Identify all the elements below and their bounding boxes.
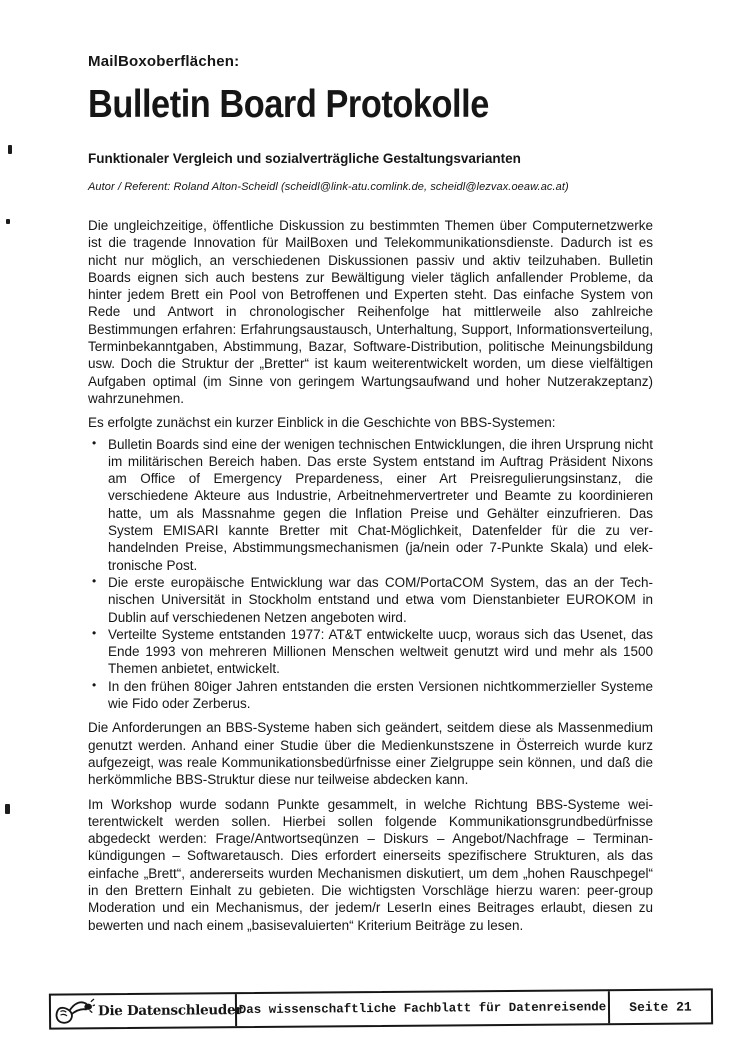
slingshot-hand-icon [55,997,95,1025]
paragraph-history-lead: Es erfolgte zunächst ein kurzer Einblick in die Geschichte von BBS-Systemen: [88,415,556,431]
list-item [88,678,653,713]
list-item-text: Verteilte Systeme entstanden 1977: AT&T entwickelte uucp, woraus sich das Usenet, das Ende 1993 von mehreren Millionen Menschen weltweit genutzt wird und mehr als 1500 Themen anbietet, entwickelt. [108,626,653,677]
footer-tagline: Das wissenschaftliche Fachblatt für Datenreisende [237,991,610,1026]
list-item-text: Die erste europäische Entwicklung war das COM/PortaCOM System, das an der Technischen Universität in Stockholm entstand und etwa vom Dienstanbieter EUROKOM in Dublin auf verschiedenen Netzen angeboten wird. [108,574,653,625]
bullet-icon: • [92,435,97,450]
subtitle: Funktionaler Vergleich und sozialverträgliche Gestaltungsvarianten [88,151,521,166]
bullet-icon: • [92,677,97,692]
list-item-text: In den frühen 80iger Jahren entstanden die ersten Versionen nichtkommerzieller Systeme wie Fido oder Zerberus. [108,678,653,712]
footer-logo-text: Die Datenschleuder [97,1002,243,1020]
scan-speck [6,219,10,224]
paragraph-workshop: Im Workshop wurde sodann Punkte gesammelt, in welche Richtung BBS-Systeme weiterentwickelt werden sollen. Hierbei sollen folgende Kommunikationsgrundbedürfnisse abgedeckt werden: Frage/Antwortseqünzen – Diskurs – Angebot/Nachfrage – Terminankündigungen – Softwaretausch. Dies erfordert einerseits spezifischere Strukturen, als das einfache „Brett“, andererseits wurden Mechanismen diskutiert, um dem „hohen Rauschpegel“ in den Brettern Einhalt zu gebieten. Die wichtigsten Vorschläge hierzu waren: peer-group Moderation und ein Mechanismus, der jedem/r LeserIn eines Beitrages erlaubt, diesen zu bewerten und nach einem „basisevaluierten“ Kriterium Beiträge zu lesen. [88,796,653,933]
kicker: MailBoxoberflächen: [88,53,240,70]
bullet-icon: • [92,625,97,640]
bullet-icon: • [92,573,97,588]
article-column [88,53,653,941]
scan-speck [5,804,10,814]
paragraph-intro: Die ungleichzeitige, öffentliche Diskussion zu bestimmten Themen über Computernetzwerke ist die tragende Innovation für MailBoxen und Telekommunikationsdienste. Dadurch ist es nicht nur möglich, an verschiedenen Diskussionen passiv und aktiv teilzuhaben. Bulletin Boards eignen sich auch bestens zur Bewältigung vieler täglich anfallender Probleme, da hinter jedem Brett ein Pool von Betroffenen und Experten steht. Das einfache System von Rede und Antwort in chronologischer Reihenfolge hat mittlerweile also zahlreiche Bestimmungen erfahren: Erfahrungsaustausch, Unterhaltung, Support, Informationsverteilung, Terminbekanntgaben, Abstimmung, Bazar, Software-Distribution, politische Meinungsbildung usw. Doch die Struktur der „Bretter“ ist kaum weiterentwickelt worden, um diese vielfältigen Aufgaben optimal (im Sinne von geringem Wartungsaufwand und hoher Nutzerakzeptanz) wahrzunehmen. [88,218,653,406]
list-item [88,436,653,574]
author-line: Autor / Referent: Roland Alton-Scheidl (scheidl@link-atu.comlink.de, scheidl@lezvax.oeaw.ac.at) [88,181,569,193]
page-title: Bulletin Board Protokolle [88,83,489,126]
footer-bar [49,988,713,1029]
article-body [88,217,653,934]
list-item [88,574,653,626]
list-item [88,626,653,678]
bbs-history-list [88,436,653,713]
footer-page-number: Seite 21 [629,999,692,1015]
footer-logo [51,994,243,1027]
scan-speck [8,145,12,154]
list-item-text: Bulletin Boards sind eine der wenigen technischen Entwicklungen, die ihren Ursprung nicht im militärischen Bereich haben. Das erste System entstand im Auftrag Präsident Nixons am Office of Emergency Prepardeness, einer Art Preisregulierungsinstanz, die verschiedene Akteure aus Industrie, Arbeitnehmervertreter und Beamte zu koordinieren hatte, um als Massnahme gegen die Inflation Preise und Gehälter einzufrieren. Das System EMISARI kannte Bretter mit Chat-Möglichkeit, Datenfelder für die zu verhandelnden Preise, Abstimmungsmechanismen (ja/nein oder 7-Punkte Skala) und elektronische Post. [108,436,653,573]
paragraph-requirements: Die Anforderungen an BBS-Systeme haben sich geändert, seitdem diese als Massenmedium genutzt werden. Anhand einer Studie über die Medienkunstszene in Österreich wurde kurz aufgezeigt, was reale Kommunikationsbedürfnisse einer Zielgruppe sein können, und daß die herkömmliche BBS-Struktur diese nur teilweise abdecken kann. [88,720,653,788]
